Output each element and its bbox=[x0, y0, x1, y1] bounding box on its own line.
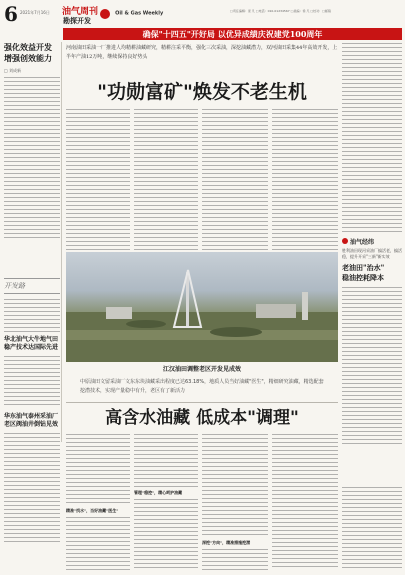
oilfield-photo-illustration bbox=[66, 252, 338, 362]
kicker-icon bbox=[342, 238, 348, 244]
left-headline-line1: 强化效益开发 bbox=[4, 42, 52, 52]
column-divider bbox=[61, 42, 62, 442]
bottom-body-col1b bbox=[66, 516, 130, 570]
page-number: 6 bbox=[4, 2, 18, 26]
lower-left-body-bottom bbox=[4, 432, 60, 542]
bottom-story-title: 高含水油藏 低成本"调理" bbox=[105, 408, 299, 428]
lead-title: "功勋富矿"焕发不老生机 bbox=[97, 81, 307, 103]
bottom-subhead-1: 精准"找水"，当好油藏"医生" bbox=[66, 508, 119, 513]
logo-icon bbox=[100, 9, 110, 19]
right-intro: 胜利油田现河采油厂搞活老，搞活稳，提升开采"三新"新实效 bbox=[342, 248, 402, 259]
left-headline-line2: 增强创效能力 bbox=[4, 53, 52, 63]
bottom-body-col3 bbox=[202, 433, 268, 537]
section-title: 油气周刊 bbox=[62, 7, 99, 17]
right-headline-line2: 稳油控耗降本 bbox=[342, 273, 384, 282]
section-subtitle: 勘探开发 bbox=[63, 16, 91, 25]
bottom-story-rule bbox=[66, 402, 338, 403]
banner bbox=[63, 28, 402, 40]
left-body-text bbox=[4, 76, 60, 241]
lead-body-col2 bbox=[134, 108, 198, 250]
photo-caption: 江汉油田调整老区开发见成效 bbox=[162, 366, 241, 373]
bottom-body-col4 bbox=[272, 433, 338, 570]
left-column bbox=[4, 42, 60, 272]
photo-note: 中原油田文留采油厂文东东块油藏采出程度已达63.18%，地质人员当好油藏"医生"，精细研究油藏，精选配套挖潜技术，实现产量稳中有升，老区有了新活力 bbox=[80, 379, 324, 394]
lead-body-col1 bbox=[66, 108, 130, 250]
bottom-subhead-3: 深挖"方向"，精准措施挖潜 bbox=[202, 540, 251, 545]
right-body-bottom bbox=[342, 286, 402, 446]
right-body-top bbox=[342, 42, 402, 232]
lower-left-body-mid bbox=[4, 355, 60, 407]
right-headline-line1: 老油田"治水" bbox=[342, 263, 385, 272]
logo bbox=[100, 3, 163, 22]
lower-left-column bbox=[4, 278, 60, 558]
lead-dek: 河南油田采油一厂推进人均精耕油藏研究，精耕注采平衡，强化三次采油，深挖油藏潜力，双河油田采集44年高效开发，上半年产油12万吨，继续保持良好势头 bbox=[66, 45, 338, 60]
right-column bbox=[342, 42, 402, 482]
lead-body-col4 bbox=[272, 108, 338, 250]
masthead bbox=[0, 0, 405, 26]
story-headline-taizhou: 华东油气泰州采油厂 老区阀油井倒钻见效 bbox=[4, 413, 59, 428]
story-headline-dniudi: 华北油气大牛地气田 稳产技术达国际先进 bbox=[4, 336, 59, 351]
bottom-subhead-2: 管理"稳控"，精心呵护油藏 bbox=[134, 490, 183, 495]
banner-text: 确保"十四五"开好局 以优异成绩庆祝建党100周年 bbox=[142, 29, 323, 39]
lower-left-body-top bbox=[4, 298, 60, 332]
left-byline: □ 刘成新 bbox=[4, 68, 22, 73]
lead-photo bbox=[66, 252, 338, 362]
section-label: 开发路 bbox=[4, 278, 60, 294]
bottom-body-col1 bbox=[66, 433, 130, 505]
issue-date: 2021年7月16日 bbox=[20, 10, 50, 15]
bottom-body-col2 bbox=[134, 433, 198, 487]
logo-text: Oil & Gas Weekly bbox=[115, 10, 164, 17]
bottom-body-col2b bbox=[134, 498, 198, 570]
editor-info: □责任编辑：庞 凡 □电话：010-01234567 □美编：徐 凡 □校对：□邮箱 bbox=[230, 9, 332, 13]
right-body-lower bbox=[342, 486, 402, 570]
right-kicker: 油气经纬 bbox=[342, 236, 402, 246]
bottom-body-col3b bbox=[202, 548, 268, 570]
lead-body-col3 bbox=[202, 108, 268, 250]
